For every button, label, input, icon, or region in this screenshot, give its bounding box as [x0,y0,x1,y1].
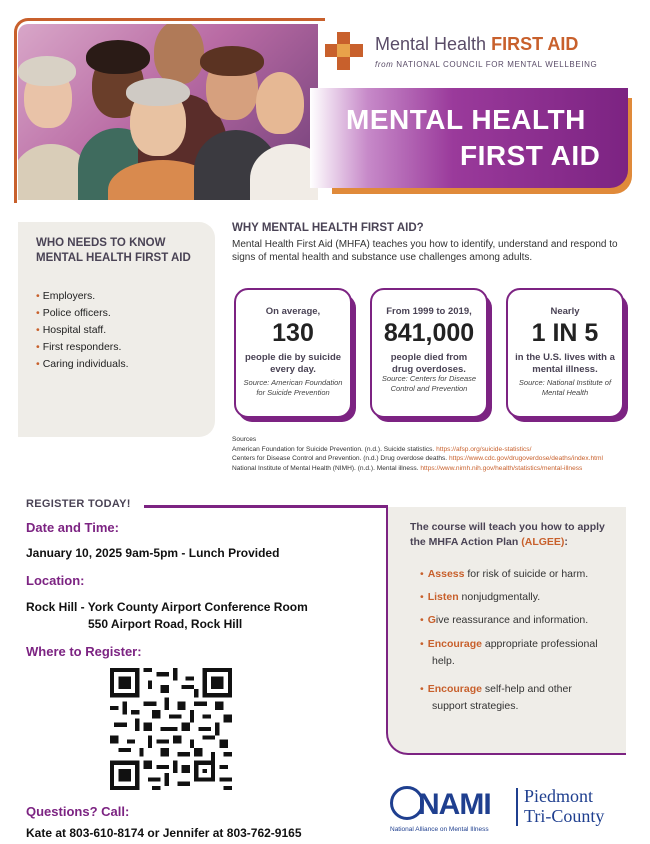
stat-value: 841,000 [383,319,475,347]
banner-title-line1: MENTAL HEALTH [346,104,586,135]
source-link[interactable]: https://www.nimh.nih.gov/health/statistics/mental-illness [420,464,583,472]
stat-description: people die by suicide every day. [244,352,342,375]
nami-logo [388,782,628,838]
algee-item-assess: • Assess for risk of suicide or harm. [420,568,589,580]
stat-description: in the U.S. lives with a mental illness. [515,352,615,375]
algee-item-encourage-selfhelp: • Encourage self-help and other support strategies. [420,683,572,712]
register-divider [144,505,388,508]
list-item: • Employers. [36,288,128,305]
date-value: January 10, 2025 9am-5pm - Lunch Provided [26,546,280,560]
stat-card-mental-illness [506,288,624,420]
stat-source: Source: American Foundation for Suicide Prevention [243,378,343,397]
stat-description: people died from drug overdoses. [390,352,468,375]
algee-item-encourage-professional: • Encourage appropriate professional help. [420,638,598,667]
banner-title-line2: FIRST AID [460,140,601,171]
source-link[interactable]: https://www.cdc.gov/drugoverdose/deaths/index.html [448,455,603,463]
location-label: Location: [26,573,85,588]
brand-subtitle: from NATIONAL COUNCIL FOR MENTAL WELLBEING [375,60,598,69]
questions-contacts: Kate at 803-610-8174 or Jennifer at 803-762-9165 [26,826,302,840]
list-item: • Hospital staff. [36,322,128,339]
title-banner [310,88,628,188]
list-item: • Caring individuals. [36,356,128,373]
source-line: National Institute of Mental Health (NIMH). (n.d.). Mental illness. https://www.nimh.nih.gov/health/statistics/mental-illness [232,464,583,472]
source-link[interactable]: https://afsp.org/suicide-statistics/ [436,445,532,453]
mhfa-cross-logo-icon [323,30,365,72]
group-photo [18,24,318,200]
algee-item-give: • Give reassurance and information. [420,614,589,626]
why-title: WHY MENTAL HEALTH FIRST AID? [232,222,424,234]
nami-divider [516,788,518,826]
sources-heading: Sources [232,436,257,443]
stat-lead: Nearly [550,306,580,317]
who-needs-list [36,288,128,373]
algee-item-listen: • Listen nonjudgmentally. [420,591,541,603]
location-line1: Rock Hill - York County Airport Conference Room [26,600,308,614]
stat-value: 1 IN 5 [531,319,599,347]
stat-source: Source: Centers for Disease Control and Prevention [381,374,477,393]
why-body: Mental Health First Aid (MHFA) teaches you how to identify, understand and respond to signs of mental health and substance use challenges among adults. [232,239,618,263]
location-line2: 550 Airport Road, Rock Hill [88,617,243,631]
who-needs-title: WHO NEEDS TO KNOW MENTAL HEALTH FIRST AID [36,237,191,264]
stat-source: Source: National Institute of Mental Health [518,378,612,397]
register-heading: REGISTER TODAY! [26,498,131,510]
qr-code[interactable] [110,668,232,790]
algee-title: The course will teach you how to apply the MHFA Action Plan (ALGEE): [410,521,605,548]
list-item: • Police officers. [36,305,128,322]
date-label: Date and Time: [26,520,119,535]
nami-affiliate-line2: Tri-County [524,806,605,826]
stat-lead: From 1999 to 2019, [386,306,472,317]
stat-value: 130 [272,319,314,347]
stat-lead: On average, [265,306,321,317]
where-label: Where to Register: [26,644,142,659]
source-line: American Foundation for Suicide Prevention. (n.d.). Suicide statistics. https://afsp.org/suicide-statistics/ [232,445,532,453]
nami-wordmark: NAMI [418,788,491,821]
source-line: Centers for Disease Control and Prevention. (n.d.) Drug overdose deaths. https://www.cdc.gov/drugoverdose/deaths/index.html [232,455,603,463]
mhfa-brand [323,26,628,76]
list-item: • First responders. [36,339,128,356]
stat-card-suicide [234,288,352,420]
questions-heading: Questions? Call: [26,804,130,819]
stat-card-overdose [370,288,488,420]
nami-tagline: National Alliance on Mental Illness [390,826,489,833]
nami-affiliate-line1: Piedmont [524,786,594,806]
brand-name: Mental Health FIRST AID [375,34,579,54]
sources-list [232,435,642,473]
